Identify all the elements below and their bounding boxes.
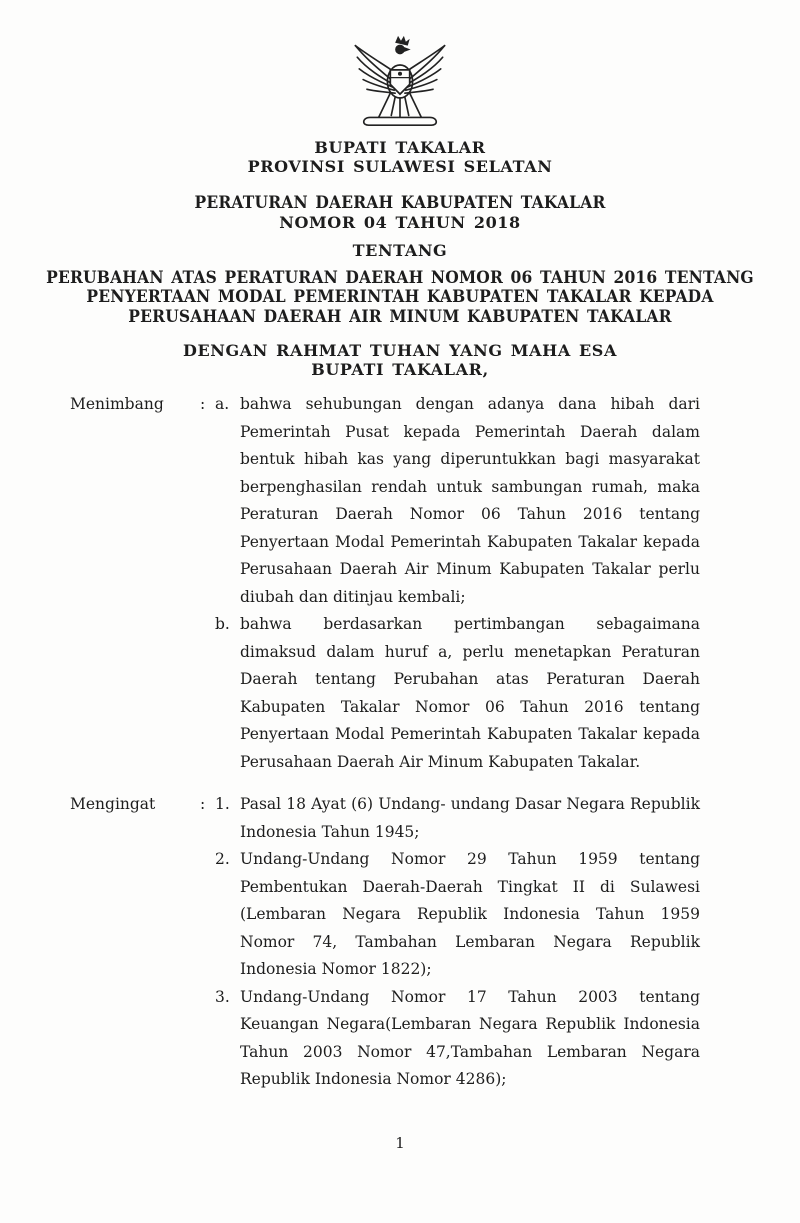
menimbang-section (0, 391, 800, 776)
item-text: Undang-Undang Nomor 29 Tahun 1959 tentang Pembentukan Daerah-Daerah Tingkat II di Sulawesi (Lembaran Negara Republik Indonesia Tahun 1959 Nomor 74, Tambahan Lembaran Negara Republik Indonesia Nomor 1822); (240, 850, 700, 978)
mengingat-item-2 (215, 846, 700, 984)
item-marker: 1. (215, 795, 230, 813)
menimbang-item-b (215, 611, 700, 776)
regulation-heading (0, 193, 800, 232)
garuda-pancasila-emblem (0, 33, 800, 130)
item-marker: a. (215, 395, 230, 413)
mengingat-item-1 (215, 791, 700, 846)
title-line-3: PERUSAHAAN DAERAH AIR MINUM KABUPATEN TAKALAR (128, 306, 672, 326)
document-title (0, 268, 800, 327)
mengingat-item-3 (215, 984, 700, 1094)
menimbang-items (215, 391, 700, 776)
letterhead (0, 138, 800, 176)
page-number: 1 (395, 1134, 405, 1152)
mengingat-section (0, 791, 800, 1094)
item-marker: 3. (215, 987, 230, 1006)
title-line-1: PERUBAHAN ATAS PERATURAN DAERAH NOMOR 06 TAHUN 2016 TENTANG (46, 267, 754, 287)
tentang-label: TENTANG (352, 240, 448, 260)
item-text: bahwa sehubungan dengan adanya dana hibah dari Pemerintah Pusat kepada Pemerintah Daerah dalam bentuk hibah kas yang diperuntukkan bagi masyarakat berpenghasilan rendah untuk sambungan rumah, maka Peraturan Daerah Nomor 06 Tahun 2016 tentang Penyertaan Modal Pemerintah Kabupaten Takalar kepada Perusahaan Daerah Air Minum Kabupaten Takalar perlu diubah dan ditinjau kembali; (240, 395, 700, 606)
garuda-pancasila-icon (346, 33, 454, 130)
preamble-issuer: BUPATI TAKALAR, (311, 360, 489, 379)
regulation-number: NOMOR 04 TAHUN 2018 (279, 212, 521, 232)
mengingat-label: Mengingat (70, 795, 156, 813)
item-marker: b. (215, 615, 230, 633)
item-text: bahwa berdasarkan pertimbangan sebagaimana dimaksud dalam huruf a, perlu menetapkan Peraturan Daerah tentang Perubahan atas Peraturan Daerah Kabupaten Takalar Nomor 06 Tahun 2016 tentang Penyertaan Modal Pemerintah Kabupaten Takalar kepada Perusahaan Daerah Air Minum Kabupaten Takalar. (240, 615, 700, 771)
menimbang-colon: : (200, 395, 206, 413)
item-marker: 2. (215, 850, 230, 868)
preamble-invocation: DENGAN RAHMAT TUHAN YANG MAHA ESA (183, 341, 617, 360)
item-text: Pasal 18 Ayat (6) Undang- undang Dasar Negara Republik Indonesia Tahun 1945; (240, 795, 700, 841)
regulation-name: PERATURAN DAERAH KABUPATEN TAKALAR (194, 193, 606, 212)
item-text: Undang-Undang Nomor 17 Tahun 2003 tentang Keuangan Negara(Lembaran Negara Republik Indonesia Tahun 2003 Nomor 47,Tambahan Lembaran Negara Republik Indonesia Nomor 4286); (240, 987, 700, 1088)
mengingat-items (215, 791, 700, 1094)
menimbang-item-a (215, 391, 700, 611)
title-line-2: PENYERTAAN MODAL PEMERINTAH KABUPATEN TAKALAR KEPADA (86, 287, 714, 306)
mengingat-colon: : (200, 795, 206, 813)
menimbang-label: Menimbang (70, 395, 164, 413)
preamble (0, 341, 800, 379)
letterhead-office: BUPATI TAKALAR (314, 138, 486, 157)
letterhead-province: PROVINSI SULAWESI SELATAN (247, 157, 553, 176)
